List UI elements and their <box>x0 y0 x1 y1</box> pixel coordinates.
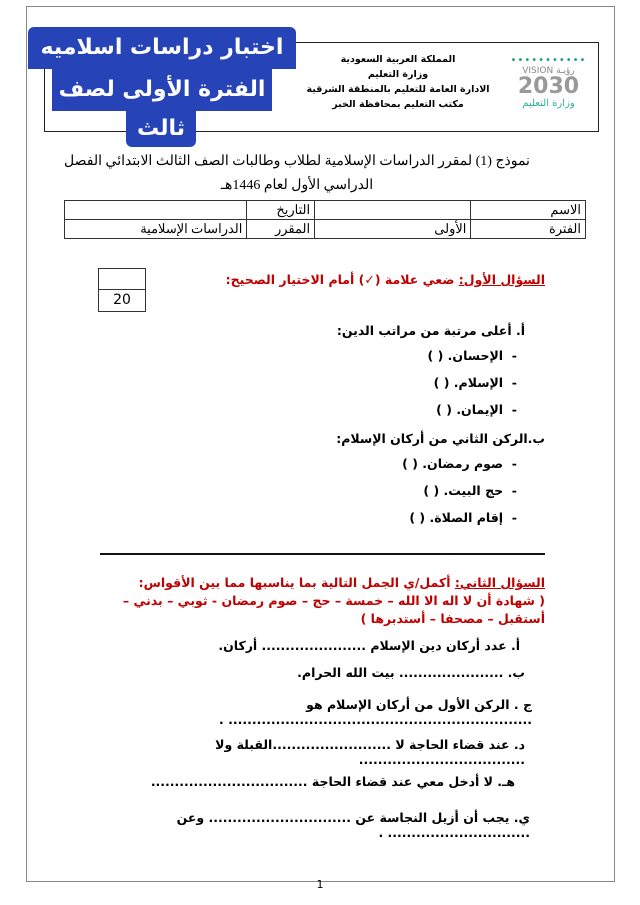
q1b-option[interactable]: - حج البيت. ( ) <box>423 483 517 498</box>
q1a-option[interactable]: - الإحسان. ( ) <box>427 348 517 363</box>
q1-instruction: ضعي علامة (✓) أمام الاختيار الصحيح: <box>225 272 455 287</box>
q2-item[interactable]: ي. يجب أن أزيل النجاسة عن .............................. وعن .............................. . <box>176 810 530 840</box>
q1b-option[interactable]: - صوم رمضان. ( ) <box>402 456 517 471</box>
header-line: وزارة التعليم <box>367 69 429 80</box>
q1b-option[interactable]: - إقام الصلاة. ( ) <box>409 510 517 525</box>
q1a-option[interactable]: - الإسلام. ( ) <box>433 375 517 390</box>
q1b-title: ب.الركن الثاني من أركان الإسلام: <box>336 431 545 446</box>
q1-part-a <box>200 320 545 423</box>
course-value: الدراسات الإسلامية <box>65 220 247 239</box>
date-label: التاريخ <box>247 201 315 220</box>
q1a-option[interactable]: - الإيمان. ( ) <box>436 402 517 417</box>
student-info-table <box>64 200 586 239</box>
ministry-header <box>300 52 496 112</box>
q2-label: السؤال الثاني: <box>454 575 545 590</box>
score-box <box>98 268 146 312</box>
section-divider <box>100 553 545 555</box>
term-value: الأولى <box>315 220 471 239</box>
course-label: المقرر <box>247 220 315 239</box>
q2-item[interactable]: ب. ...................... بيت الله الحرام. <box>297 665 525 680</box>
q1-heading <box>200 272 545 287</box>
header-line: الادارة العامة للتعليم بالمنطقة الشرقية <box>306 84 490 95</box>
q2-item[interactable]: ج . الركن الأول من أركان الإسلام هو ................................................................ . <box>218 697 532 727</box>
q2-word-bank: ( شهادة أن لا اله الا الله – خمسة – حج – صوم رمضان - ثوبي – بدني – أستقبل – مصحفا – أستدبرها ) <box>122 593 545 626</box>
q1-label: السؤال الأول: <box>458 272 545 287</box>
q2-heading <box>100 574 545 628</box>
q2-instruction: أكمل/ي الجمل التالية بما يناسبها مما بين الأقواس: <box>138 575 451 590</box>
q2-item[interactable]: د. عند قضاء الحاجة لا .........................القبلة ولا ................................... <box>215 737 525 767</box>
q1-part-b <box>200 428 545 531</box>
score-total: 20 <box>113 292 131 308</box>
logo-dots-icon: ••••••••••• <box>510 55 587 66</box>
term-label: الفترة <box>471 220 586 239</box>
title-banner: اختبار دراسات اسلاميه <box>28 27 296 69</box>
logo-ministry: وزارة التعليم <box>522 98 575 109</box>
logo-vision: VISION رؤيـة <box>522 66 575 76</box>
intro-line: نموذج (1) لمقرر الدراسات الإسلامية لطلاب وطالبات الصف الثالث الابتدائي الفصل <box>64 154 530 169</box>
name-field[interactable] <box>315 201 471 220</box>
page-number: 1 <box>316 878 324 891</box>
header-line: مكتب التعليم بمحافظة الخبر <box>332 99 464 110</box>
q2-item[interactable]: هـ. لا أدخل معي عند قضاء الحاجة ................................. <box>150 774 515 789</box>
logo-year: 2030 <box>517 74 580 99</box>
q2-item[interactable]: أ. عدد أركان دين الإسلام ...................... أركان. <box>218 638 520 653</box>
vision-2030-logo <box>502 55 595 115</box>
name-label: الاسم <box>471 201 586 220</box>
title-banner: الفترة الأولى لصف <box>52 69 272 111</box>
header-line: المملكة العربية السعودية <box>340 54 456 65</box>
title-banner: ثالث <box>126 111 196 147</box>
q1a-title: أ. أعلى مرتبة من مراتب الدين: <box>336 323 525 338</box>
exam-intro <box>60 150 534 198</box>
intro-line: الدراسي الأول لعام 1446هـ <box>220 178 374 193</box>
date-field[interactable] <box>65 201 247 220</box>
